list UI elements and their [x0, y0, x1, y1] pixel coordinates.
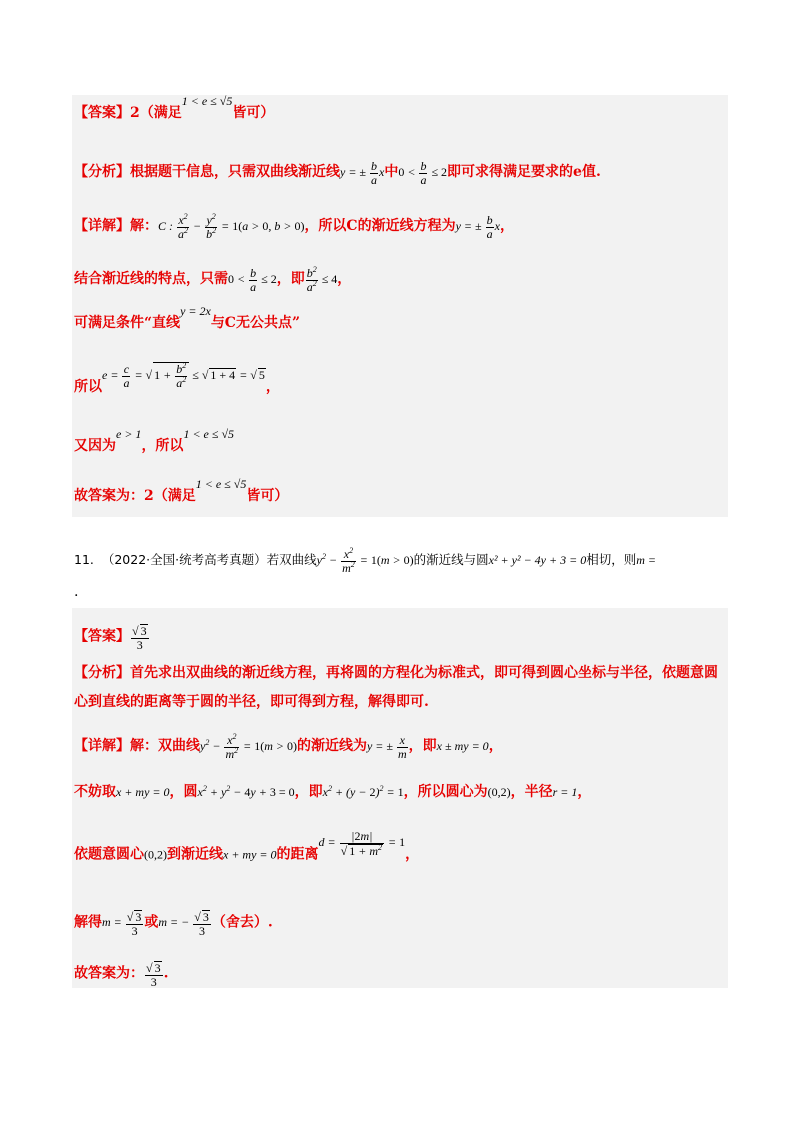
question-end-dot: .	[74, 584, 79, 600]
math-inequality: 1 < e ≤ √5	[181, 94, 233, 108]
math-circle-standard: $x^2 + (y - 2)^2 = 1$	[322, 784, 404, 799]
math-blank: m =	[636, 552, 656, 567]
q11-line2: 不妨取x + my = 0，圆$x^2 + y^2 - 4y + 3 = 0$，即$x^2 + (y - 2)^2 = 1$，所以圆心为(0,2)，半径r = 1，	[74, 784, 592, 800]
math-asymptote: y = ± $\frac{b}{a}$ x	[455, 213, 500, 241]
q11-line4: 解得m = $\frac{√ 3}{3}$ 或m = − $\frac{√ 3}{3}$ （舍去）.	[74, 910, 273, 938]
math-circle: x² + y² − 4y + 3 = 0	[488, 552, 587, 567]
answer-tag: 【答案】	[74, 628, 130, 645]
math-solution-negative: m = − $\frac{√ 3}{3}$	[158, 910, 209, 938]
q11-line3: 依题意圆心(0,2)到渐近线x + my = 0的距离d = $\frac{|2m|}{√ 1 + m^2}$ = 1，	[74, 829, 420, 863]
q11-question: 11. （2022·全国·统考高考真题）若双曲线$y^2$ − $\frac{x^2}{m^2}$ = 1(m > 0)的渐近线与圆x² + y² − 4y + 3 = 0相切，则m =	[74, 546, 656, 575]
q10-final-answer: 故答案为：2（满足1 < e ≤ √5皆可）	[74, 477, 289, 504]
math-circle: $x^2 + y^2 - 4y + 3 = 0$	[197, 784, 295, 799]
math-eccentricity: e = $\frac{c}{a}$ = √ 1 + $\frac{b^2}{a^2}$ ≤ √ 1 + 4 = √ 5	[102, 361, 265, 390]
math-center: (0,2)	[487, 785, 511, 799]
q10-analysis-line: 【分析】根据题干信息，只需双曲线渐近线y = ± $\frac{b}{a}$ x中0 < $\frac{b}{a}$ ≤ 2即可求得满足要求的e值.	[74, 159, 601, 187]
math-answer: $\frac{√ 3}{3}$	[146, 961, 161, 989]
q10-line6: 所以e = $\frac{c}{a}$ = √ 1 + $\frac{b^2}{a^2}$ ≤ √ 1 + 4 = √ 5，	[74, 361, 280, 395]
q10-line7: 又因为e > 1，所以1 < e ≤ √5	[74, 427, 235, 454]
q10-answer-line: 【答案】2（满足1 < e ≤ √5皆可）	[74, 94, 275, 121]
math-ratio-range: 0 < $\frac{b}{a}$ ≤ 2	[398, 159, 448, 187]
question-source: （2022·全国·统考高考真题）	[101, 551, 267, 567]
math-solution-positive: m = $\frac{√ 3}{3}$	[102, 910, 142, 938]
q11-answer-line	[74, 624, 150, 651]
analysis-tag: 【分析】	[74, 665, 130, 681]
math-answer: $\frac{√ 3}{3}$	[132, 624, 147, 652]
q10-detail-line: 【详解】解：C : $\frac{x^2}{a^2}$ − $\frac{y^2}{b^2}$ = 1(a > 0, b > 0)，所以C的渐近线方程为y = ± $\frac{b}{a}$ x，	[74, 212, 514, 241]
q11-detail-line: 【详解】解：双曲线$y^2$ − $\frac{x^2}{m^2}$ = 1(m > 0)的渐近线为y = ± $\frac{x}{m}$ ，即x ± my = 0，	[74, 732, 503, 761]
math-asymptote: y = ± $\frac{x}{m}$	[366, 733, 407, 761]
detail-tag: 【详解】	[74, 217, 130, 234]
math-distance: d = $\frac{|2m|}{√ 1 + m^2}$ = 1	[318, 829, 406, 858]
math-hyperbola: $y^2$ − $\frac{x^2}{m^2}$ = 1(m > 0)	[316, 546, 414, 575]
detail-tag: 【详解】	[74, 737, 130, 754]
answer-tag: 【答案】	[74, 105, 130, 121]
math-hyperbola: C : $\frac{x^2}{a^2}$ − $\frac{y^2}{b^2}$ = 1(a > 0, b > 0)	[158, 212, 305, 241]
analysis-tag: 【分析】	[74, 163, 130, 180]
math-asymptote: y = ± $\frac{b}{a}$ x	[340, 159, 385, 187]
q11-analysis-line1: 【分析】首先求出双曲线的渐近线方程，再将圆的方程化为标准式，即可得到圆心坐标与半径，依题意圆	[74, 665, 718, 681]
math-line: y = 2x	[180, 304, 211, 318]
math-radius: r = 1	[552, 785, 578, 799]
q10-line5: 可满足条件“直线y = 2x与C无公共点”	[74, 304, 301, 331]
math-ratio-squared: $\frac{b^2}{a^2}$ ≤ 4	[306, 265, 338, 294]
math-ratio-range: 0 < $\frac{b}{a}$ ≤ 2	[228, 266, 277, 294]
math-hyperbola: $y^2$ − $\frac{x^2}{m^2}$ = 1(m > 0)	[200, 732, 297, 761]
q10-line4: 结合渐近线的特点，只需0 < $\frac{b}{a}$ ≤ 2，即 $\frac{b^2}{a^2}$ ≤ 4，	[74, 265, 352, 294]
q11-analysis-line2: 心到直线的距离等于圆的半径，即可得到方程，解得即可.	[74, 694, 429, 710]
question-number: 11.	[74, 551, 94, 567]
q11-final-answer: 故答案为： $\frac{√ 3}{3}$ .	[74, 961, 169, 989]
